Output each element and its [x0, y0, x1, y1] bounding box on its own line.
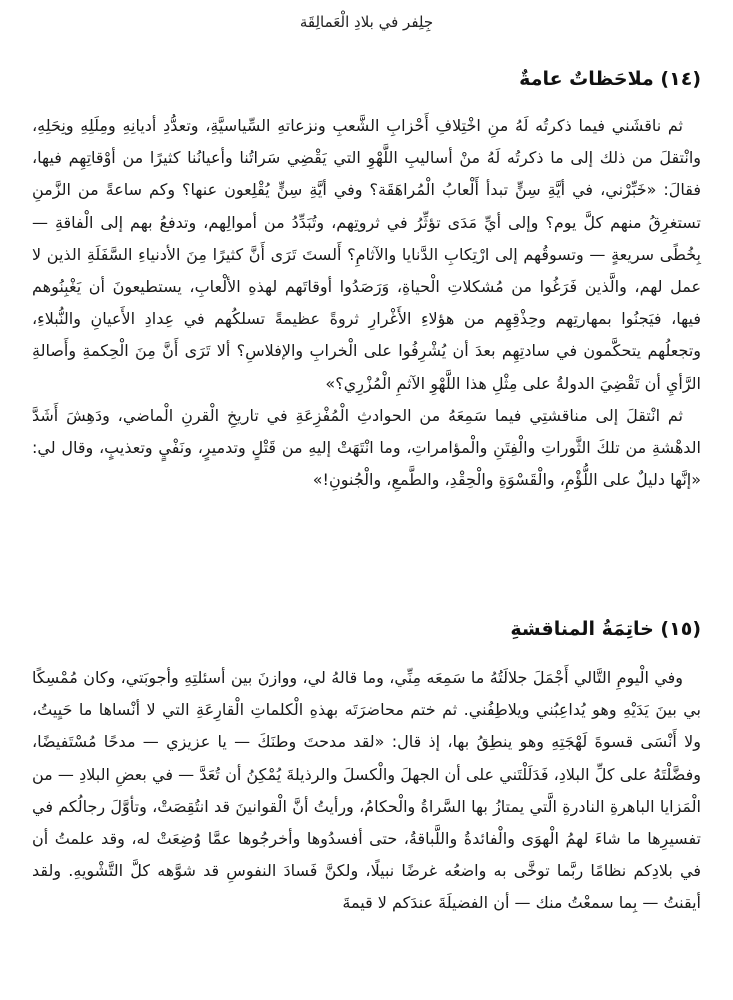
section-heading-15: (١٥) خاتِمَةُ المناقشةِ — [510, 618, 701, 640]
running-head: جِلِفر في بلادِ الْعَمالِقَة — [299, 13, 434, 31]
paragraph: وفي الْيومِ التَّالي أَجْمَلَ جلالَتُهُ ما سَمِعَه مِنِّي، وما قالهُ لي، ووازنَ بين أسئلتِهِ وأجوبَتي، وكان مُمْسِكًا بي بينَ يَدَيْهِ وهو يُداعِبُني ويلاطِفُني. ثم ختم محاضرَتَه بهذهِ الْكلماتِ الْقارِعَةِ التي لا أنْساها ما حَيِيتُ، ولا أَنْسَى قسوةَ لَهْجَتِهِ وهو ينطِقُ بها، إذ قال: «لقد مدحتَ وطنَكَ — يا عزيزي — مدحًا مُسْتَفيضًا، وفضَّلْتَهُ على كلِّ البلادِ، فَدَلَلْتَني على أن الجهلَ والْكسلَ والرذيلةَ يُمْكِنُ أن تُعَدَّ — في بعضِ البلادِ — من الْمَزايا الباهرةِ النادرةِ الَّتي يمتازُ بها السَّراةُ والْحكامُ، ورأيتُ أنَّ الْقوانينَ قد انتُقِصَتْ، وتأوَّلَ رجالُكم في تفسيرِها ما شاءَ لهمُ الْهوَى والْفائدةُ واللَّباقةُ، حتى أفسدُوها وأخرجُوها عمَّا وُضِعَتْ له، وقد علمتُ أن في بلادِكم نظامًا ربَّما توخَّى به واضعُه غرضًا نبيلًا، ولكنَّ فَسادَ النفوسِ قد شوَّهه كلَّ التَّشْويهِ. ولقد أيقنتُ — بِما سمعْتُ منك — أن الفضيلَةَ عندَكم لا قيمةَ — [32, 668, 701, 913]
paragraph: ثم انْتقلَ إلى مناقشتِي فيما سَمِعَهُ من الحوادثِ الْمُفْزِعَةِ في تاريخِ الْقرنِ الْماضي، ودَهِشَ أَشَدَّ الدهْشةِ من تلكَ الثَّوراتِ والْفِتَنِ والْمؤامراتِ، وما انْتَهَتْ إليهِ من قَتْلٍ وتدميرٍ، ونَفْيٍ وتعذيبٍ، وقال لي: «إنَّها دليلٌ على اللُّؤْمِ، والْقَسْوَةِ والْحِقْدِ، والطَّمعِ، والْجُنونِ!» — [32, 405, 701, 490]
section-heading-14: (١٤) ملاحَظاتٌ عامةٌ — [519, 68, 701, 90]
section-body-15 — [32, 662, 701, 920]
section-body-14 — [32, 110, 701, 496]
paragraph: ثم ناقشَني فيما ذكرتُه لَهُ منِ اخْتِلافِ أَحْزابِ الشَّعبِ ونزعاتهِ السِّياسيَّةِ، وتعدُّدِ أديانِهِ ومِلَلِهِ ونِحَلِهِ، وانْتقلَ من ذلك إلى ما ذكرتُه لَهُ منْ أساليبِ اللَّهْوِ التي يَقْضِي سَراتُنا وأعيانُنا كثيرًا من أوْقاتِهِم فيها، فقالَ: «خَبِّرْني، في أيَّةِ سِنٍّ تبدأ أَلْعابُ الْمُراهَقَة؟ وفي أيَّةِ سِنٍّ يُقْلِعون عنها؟ وكم ساعةً من الزَّمنِ تستغرِقُ منهم كلَّ يوم؟ وإلى أيِّ مَدَى تؤثِّرُ في ثروتِهم، وتُبَدِّدُ من أموالِهم، وتدفعُ بهم إلى الْفاقةِ — بِخُطًى سريعةٍ — وتسوقُهم إلى ارْتِكابِ الدَّنايا والآثامِ؟ أَلستَ تَرَى أَنَّ كثيرًا مِنَ الأدنياءِ السَّفَلَةِ الذين لا عمل لهم، والَّذين فَرَغُوا من مُشكلاتِ الْحياةِ، وَرَصَدُوا أوقاتَهم لهذهِ الألْعابِ، يستطيعونَ أن يَغْبِنُوهم فيها، فيَجنُوا بمهارتِهم وحِذْقِهِم من هؤلاءِ الأَغْرارِ ثروةً عظيمةً تسلكُهم في عِدادِ الأَعيانِ والنُّبلاءِ، وتجعلُهم يتحكَّمون في سادتِهِم بعدَ أن يُشْرِفُوا على الْخرابِ والإفلاسِ؟ ألا تَرَى أَنَّ مِنَ الْحِكمةِ وأَصالةِ الرَّأيِ أن تَقْضِيَ الدولةُ على مِثْلِ هذا اللَّهْوِ الآثمِ الْمُزْرِي؟» — [32, 116, 701, 393]
